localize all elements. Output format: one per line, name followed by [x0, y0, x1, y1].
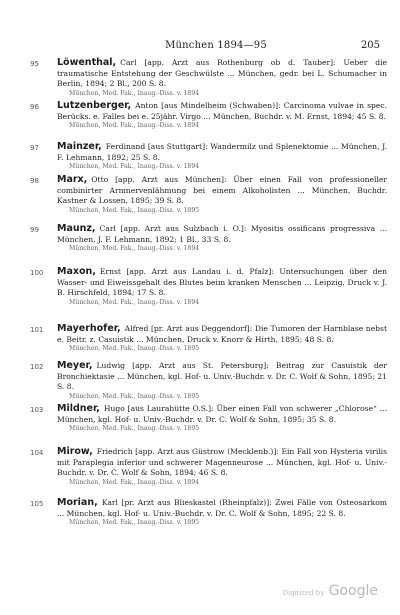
author-details: Hugo [aus Laurahütte O.S.]: Über einen Fall — [103, 404, 277, 413]
faculty-note: München, Med. Fak., Inaug.-Diss. v. 1895 — [69, 392, 200, 400]
entry-number: 96 — [30, 103, 39, 111]
entry-number: 103 — [30, 406, 44, 414]
bibliography-entry — [30, 497, 387, 527]
author-details: Ernst [app. Arzt aus Landau i. d. Pfalz]: Untersuchungen — [99, 267, 344, 276]
author-surname: Lutzenberger, — [57, 100, 132, 111]
entry-title: über den Wasser- und Eiweissgehalt des Blutes beim kranken Menschen ... Leipzig, Druck v. J. B. Hirschfeld, 1894; 17 S. 8. — [57, 267, 387, 297]
entry-title: progressiva ... München, J. F. Lehmann, 1892; 1 Bl., 33 S. 8. — [57, 224, 387, 244]
author-surname: Meyer, — [57, 360, 93, 371]
entry-title: zur Casuistik der Bronchiektasie ... München, kgl. Hof- u. Univ.-Buchdr. v. Dr. C. Wolf & Sohn, 1895; 21 S. 8. — [57, 361, 387, 391]
bibliography-entry — [30, 360, 387, 401]
author-details: Otto [app. Arzt aus München]: Über einen Fall — [91, 175, 302, 184]
bibliography-entry — [30, 141, 387, 171]
watermark-brand: Google — [328, 583, 378, 599]
author-details: Ferdinand [aus Stuttgart]: Wandermilz und — [105, 142, 274, 151]
author-surname: Mainzer, — [57, 141, 102, 152]
entry-title: Zwei Fälle von Osteosarkom ... München, kgl. Hof- u. Univ.-Buchdr. v. Dr. C. Wolf & Sohn, 1895; 22 S. 8. — [57, 498, 387, 518]
faculty-note: München, Med. Fak., Inaug.-Diss. v. 1895 — [69, 345, 200, 352]
bibliography-entry — [30, 100, 387, 130]
author-details: Ludwig [app. Arzt aus St. Petersburg]: Beitrag — [96, 361, 305, 370]
faculty-note: München, Med. Fak., Inaug.-Diss. v. 1894 — [69, 298, 200, 306]
bibliography-entry — [30, 446, 387, 487]
bibliography-entry — [30, 403, 387, 433]
faculty-note: München, Med. Fak., Inaug.-Diss. v. 1895 — [69, 519, 200, 526]
entry-title: Carcinoma vulvae in spec. Berücks. e. Falles bei e. 25jähr. Virgo ... München, Buchdr. v. M. Ernst, 1894; 45 S. 8. — [57, 101, 387, 121]
bibliography-entry — [30, 323, 387, 353]
entry-title: Splenektomie ... München, J. F. Lehmann, 1892; 25 S. 8. — [57, 142, 387, 162]
author-surname: Morian, — [57, 497, 98, 508]
author-details: Carl [app. Arzt aus Sulzbach i. O.]: Myositis ossificans — [99, 224, 326, 233]
entry-number: 104 — [30, 449, 44, 457]
author-surname: Löwenthal, — [57, 57, 117, 68]
author-surname: Mirow, — [57, 446, 93, 457]
faculty-note: München, Med. Fak., Inaug.-Diss. v. 1895 — [69, 206, 200, 214]
author-details: Anton [aus Mindelheim (Schwaben)]: — [135, 101, 281, 110]
entry-number: 105 — [30, 500, 44, 508]
entry-number: 98 — [30, 177, 39, 185]
watermark-prefix: Digitized by — [282, 589, 325, 597]
entry-number: 101 — [30, 326, 44, 334]
entry-number: 99 — [30, 226, 39, 234]
watermark — [283, 583, 378, 599]
entry-number: 102 — [30, 363, 44, 371]
entry-number: 97 — [30, 144, 39, 152]
author-details: Alfred [pr. Arzt aus Deggendorf]: Die Tumoren — [124, 324, 306, 333]
running-title: München 1894—95 — [165, 40, 267, 51]
bibliography-entry — [30, 223, 387, 253]
bibliography-entry — [30, 174, 388, 215]
author-surname: Mayerhofer, — [57, 323, 121, 334]
page-number: 205 — [360, 40, 380, 51]
faculty-note: München, Med. Fak., Inaug.-Diss. v. 1895 — [69, 425, 200, 432]
author-surname: Maxon, — [57, 266, 96, 277]
faculty-note: München, Med. Fak., Inaug.-Diss. v. 1894 — [69, 245, 200, 252]
faculty-note: München, Med. Fak., Inaug.-Diss. v. 1894 — [69, 163, 200, 170]
bibliography-entry — [30, 266, 387, 307]
author-details: Karl [pr. Arzt aus Blieskastel (Rheinpfalz)]: — [101, 498, 272, 507]
entry-title: Ein Fall von Hysteria virilis mit Paraplegia inferior und schwerer Magenneurose ... München, kgl. Hof- u. Univ.-Buchdr. v. Dr. C. Wolf & Sohn, 1894; 46 S. 8. — [57, 447, 387, 477]
entry-title: der Harnblase nebst e. Beitr. z. Casuistik ... München, Druck v. Knorr & Hirth, 1895; 48 S. 8. — [57, 324, 387, 344]
entry-title: von professioneller combinirter Armnervenlähmung bei einem Alkoholisten ... München, Buchdr. Kastner & Lossen, 1895; 39 S. 8. — [57, 175, 388, 205]
author-details: Carl [app. Arzt aus Rothenburg ob d. Tauber]: — [120, 58, 336, 67]
entry-number: 100 — [30, 269, 44, 277]
bibliography-entry — [30, 57, 387, 98]
faculty-note: München, Med. Fak., Inaug.-Diss. v. 1894 — [69, 478, 200, 486]
entry-number: 95 — [30, 60, 39, 68]
entry-title: von schwerer „Chlorose“ ... München, kgl. Hof- u. Univ.-Buchdr. v. Dr. C. Wolf & Sohn, 1895; 35 S. 8. — [57, 404, 387, 424]
entry-title: Ueber die traumatische Entstehung der Geschwülste ... München, gedr. bei L. Schumacher in Berlin, 1894; 2 Bl., 200 S. 8. — [57, 58, 387, 88]
author-details: Friedrich [app. Arzt aus Güstrow (Mecklenb.)]: — [96, 447, 279, 456]
author-surname: Maunz, — [57, 223, 96, 234]
faculty-note: München, Med. Fak., Inaug.-Diss. v. 1894 — [69, 89, 200, 97]
author-surname: Marx, — [57, 174, 88, 185]
author-surname: Mildner, — [57, 403, 100, 414]
faculty-note: München, Med. Fak., Inaug.-Diss. v. 1894 — [69, 122, 200, 129]
page-header — [52, 40, 380, 54]
